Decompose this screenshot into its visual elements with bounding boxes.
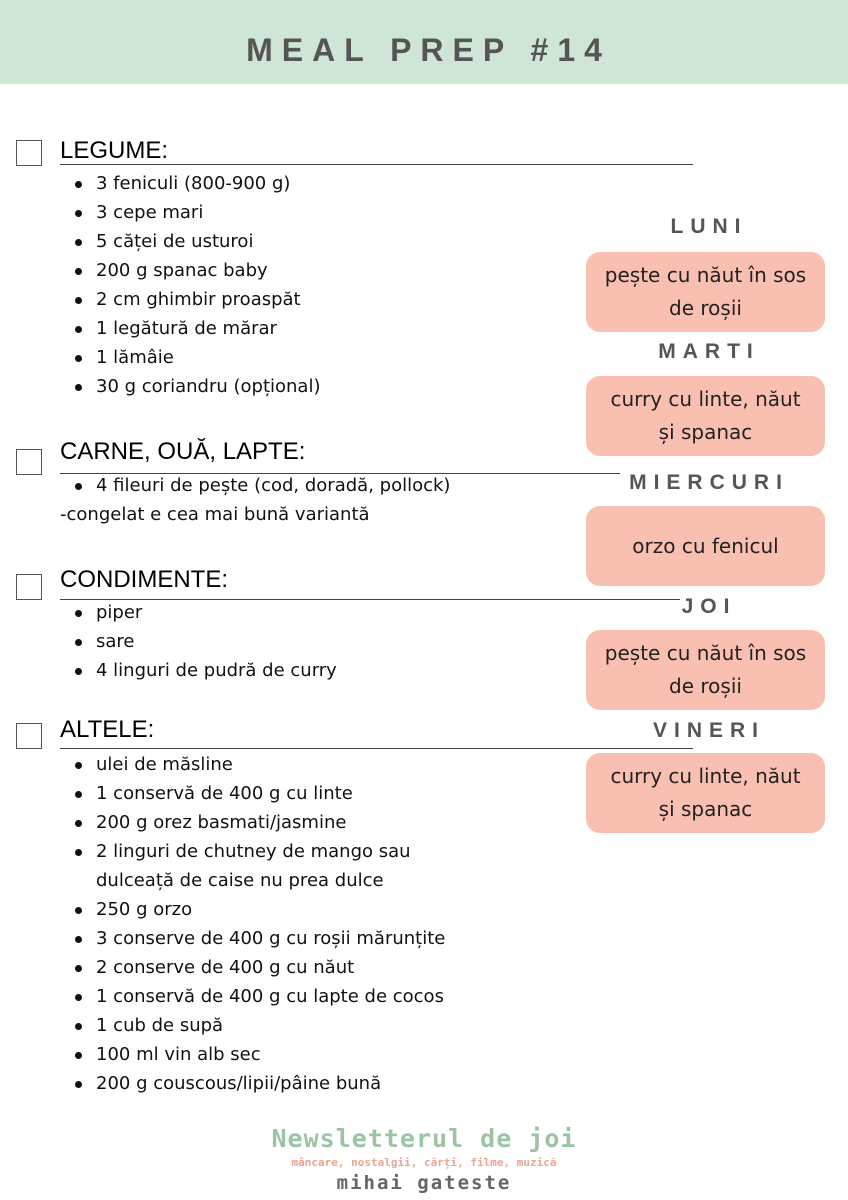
section-title-altele: ALTELE:: [60, 716, 155, 743]
footer-brand: mihai gateste: [336, 1172, 512, 1194]
meal-card-luni: [586, 252, 825, 332]
list-item: sare: [96, 627, 337, 656]
list-item: 4 fileuri de pește (cod, doradă, pollock): [96, 471, 450, 500]
list-item: 3 feniculi (800-900 g): [96, 169, 320, 198]
list-item: 250 g orzo: [96, 895, 476, 924]
meal-card-miercuri: [586, 506, 825, 586]
altele-list: [96, 750, 476, 1098]
list-item: 200 g couscous/lipii/pâine bună: [96, 1069, 476, 1098]
meal-card-vineri: [586, 753, 825, 833]
list-item: 200 g orez basmati/jasmine: [96, 808, 476, 837]
list-item: 2 conserve de 400 g cu năut: [96, 953, 476, 982]
section-title-condimente: CONDIMENTE:: [60, 566, 228, 593]
list-item: 1 cub de supă: [96, 1011, 476, 1040]
meal-card-joi: [586, 630, 825, 710]
condimente-list: [96, 598, 337, 685]
list-item: 200 g spanac baby: [96, 256, 320, 285]
carne-note: -congelat e cea mai bună variantă: [60, 504, 370, 525]
carne-checkbox[interactable]: [16, 449, 42, 475]
meal-text: pește cu năut în sos de roșii: [604, 641, 807, 698]
meal-card-marti: [586, 376, 825, 456]
section-title-legume: LEGUME:: [60, 137, 169, 164]
day-label-miercuri: MIERCURI: [629, 471, 789, 494]
list-item: 5 căței de usturoi: [96, 227, 320, 256]
carne-list: [96, 471, 450, 500]
day-label-marti: MARTI: [658, 340, 760, 363]
list-item: ulei de măsline: [96, 750, 476, 779]
legume-checkbox[interactable]: [16, 140, 42, 166]
list-item: 3 conserve de 400 g cu roșii mărunțite: [96, 924, 476, 953]
footer-subtitle: mâncare, nostalgii, cărți, filme, muzică: [291, 1156, 557, 1169]
list-item: 1 conservă de 400 g cu lapte de cocos: [96, 982, 476, 1011]
list-item: 100 ml vin alb sec: [96, 1040, 476, 1069]
section-title-carne: CARNE, OUĂ, LAPTE:: [60, 438, 306, 465]
meal-text: curry cu linte, năut și spanac: [610, 764, 801, 821]
page-title: MEAL PREP #14: [246, 32, 611, 68]
day-label-vineri: VINERI: [652, 719, 765, 742]
list-item: 4 linguri de pudră de curry: [96, 656, 337, 685]
altele-checkbox[interactable]: [16, 723, 42, 749]
meal-text: curry cu linte, năut și spanac: [610, 387, 801, 444]
condimente-checkbox[interactable]: [16, 574, 42, 600]
meal-text: orzo cu fenicul: [632, 533, 779, 558]
legume-list: [96, 169, 320, 401]
list-item: 2 cm ghimbir proaspăt: [96, 285, 320, 314]
list-item: 1 conservă de 400 g cu linte: [96, 779, 476, 808]
footer-newsletter-title: Newsletterul de joi: [271, 1124, 577, 1153]
list-item: piper: [96, 598, 337, 627]
list-item: 1 lămâie: [96, 343, 320, 372]
list-item: 1 legătură de mărar: [96, 314, 320, 343]
section-divider: [60, 164, 693, 165]
day-label-luni: LUNI: [670, 215, 748, 238]
list-item: 2 linguri de chutney de mango sau dulceață de caise nu prea dulce: [96, 837, 476, 895]
page-header: [0, 0, 848, 84]
list-item: 3 cepe mari: [96, 198, 320, 227]
section-divider: [60, 748, 693, 749]
meal-text: pește cu năut în sos de roșii: [604, 263, 807, 320]
list-item: 30 g coriandru (opțional): [96, 372, 320, 401]
day-label-joi: JOI: [681, 595, 737, 618]
